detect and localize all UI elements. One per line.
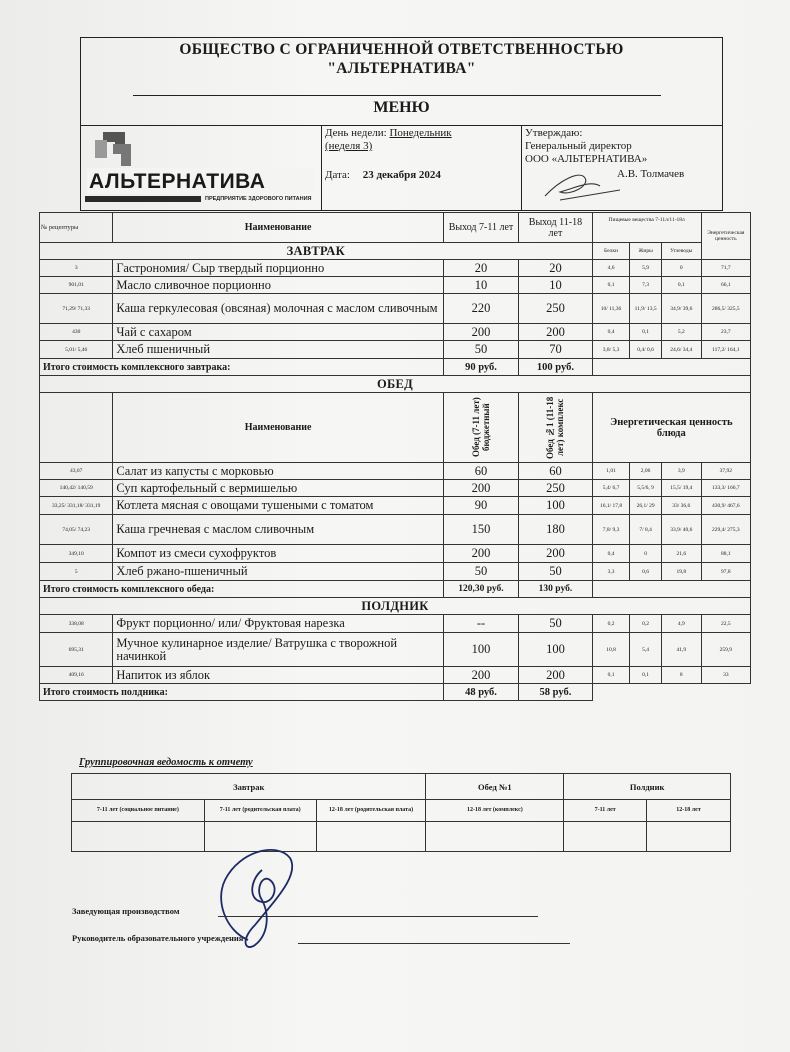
portion-7-11: 200 bbox=[443, 545, 519, 563]
portion-11-18: 60 bbox=[519, 463, 592, 480]
grouping-sub: 7-11 лет (родительская плата) bbox=[204, 800, 316, 822]
snack-total-7-11: 48 руб. bbox=[443, 684, 519, 701]
portion-7-11: 60 bbox=[443, 463, 519, 480]
col-name: Наименование bbox=[113, 213, 443, 243]
portion-7-11: 90 bbox=[443, 497, 519, 515]
section-row bbox=[40, 376, 751, 393]
table-row bbox=[40, 480, 751, 497]
col-out1: Выход 7-11 лет bbox=[443, 213, 519, 243]
energy: 23,7 bbox=[701, 324, 750, 341]
recipe-number: 349,10 bbox=[40, 545, 113, 563]
recipe-number: 5 bbox=[40, 563, 113, 581]
proteins: 0,4 bbox=[592, 324, 630, 341]
breakfast-total-7-11: 90 руб. bbox=[443, 359, 519, 376]
portion-11-18: 50 bbox=[519, 563, 592, 581]
dish-name: Котлета мясная с овощами тушеными с томатом bbox=[113, 497, 443, 515]
dish-name: Салат из капусты с морковью bbox=[113, 463, 443, 480]
grouping-breakfast: Завтрак bbox=[72, 774, 426, 800]
portion-7-11: 200 bbox=[443, 667, 519, 684]
fats: 0 bbox=[630, 545, 661, 563]
proteins: 0,4 bbox=[592, 545, 630, 563]
section-lunch: ОБЕД bbox=[40, 376, 751, 393]
recipe-number: 71,29/ 71,33 bbox=[40, 294, 113, 324]
carbs: 8 bbox=[661, 667, 701, 684]
signature-line bbox=[298, 943, 570, 944]
approve-line3: ООО «АЛЬТЕРНАТИВА» bbox=[525, 153, 648, 165]
dish-name: Компот из смеси сухофруктов bbox=[113, 545, 443, 563]
fats: 0,2 bbox=[630, 615, 661, 633]
section-row bbox=[40, 243, 751, 260]
lunch-col-out2: Обед №1 (11-18 лет) комплекс bbox=[545, 396, 566, 459]
grouping-lunch: Обед №1 bbox=[426, 774, 564, 800]
table-row bbox=[40, 515, 751, 545]
signature-line bbox=[218, 916, 538, 917]
table-header-row bbox=[40, 213, 751, 243]
menu-table bbox=[39, 212, 751, 701]
carbs: 33/ 36,6 bbox=[661, 497, 701, 515]
document-header bbox=[80, 37, 723, 211]
carbs: 33,9/ 40,6 bbox=[661, 515, 701, 545]
lunch-col-out1: Обед (7-11 лет) бюджетный bbox=[470, 397, 491, 458]
header-vsep bbox=[321, 125, 322, 211]
grouping-sub: 12-18 лет (комплекс) bbox=[426, 800, 564, 822]
snack-total-11-18: 58 руб. bbox=[519, 684, 592, 701]
portion-11-18: 200 bbox=[519, 545, 592, 563]
logo-wordmark: АЛЬТЕРНАТИВА bbox=[89, 170, 266, 193]
col-energy: Энергетическая ценность bbox=[701, 213, 750, 260]
proteins: 0,1 bbox=[592, 667, 630, 684]
table-row bbox=[40, 545, 751, 563]
head-signature-label: Руководитель образовательного учреждения bbox=[72, 933, 244, 943]
dish-name: Хлеб пшеничный bbox=[113, 341, 443, 359]
recipe-number: 3 bbox=[40, 260, 113, 277]
portion-7-11: 220 bbox=[443, 294, 519, 324]
energy: 229,4/ 275,3 bbox=[701, 515, 750, 545]
carbs: 19,8 bbox=[661, 563, 701, 581]
dish-name: Гастрономия/ Сыр твердый порционно bbox=[113, 260, 443, 277]
week-value: (неделя 3) bbox=[325, 140, 373, 152]
carbs: 5,2 bbox=[661, 324, 701, 341]
recipe-number: 43,07 bbox=[40, 463, 113, 480]
fats: 7,3 bbox=[630, 277, 661, 294]
grouping-table bbox=[71, 773, 731, 852]
proteins: 3,3 bbox=[592, 563, 630, 581]
fats: 11,9/ 13,5 bbox=[630, 294, 661, 324]
dish-name: Масло сливочное порционно bbox=[113, 277, 443, 294]
grouping-sub: 7-11 лет (социальное питание) bbox=[72, 800, 205, 822]
dish-name: Фрукт порционно/ или/ Фруктовая нарезка bbox=[113, 615, 443, 633]
director-name: А.В. Толмачев bbox=[617, 168, 685, 180]
org-name-line1: ОБЩЕСТВО С ОГРАНИЧЕННОЙ ОТВЕТСТВЕННОСТЬЮ bbox=[179, 41, 624, 58]
grouping-sub: 12-18 лет (родительская плата) bbox=[316, 800, 426, 822]
table-row bbox=[40, 615, 751, 633]
table-row bbox=[40, 341, 751, 359]
total-row bbox=[40, 581, 751, 598]
production-signature-label: Заведующая производством bbox=[72, 906, 180, 916]
energy: 37,92 bbox=[701, 463, 750, 480]
portion-7-11: 200 bbox=[443, 480, 519, 497]
approval-block bbox=[525, 127, 647, 166]
approve-line1: Утверждаю: bbox=[525, 127, 583, 139]
portion-11-18: 20 bbox=[519, 260, 592, 277]
portion-7-11: 200 bbox=[443, 324, 519, 341]
page-title: МЕНЮ bbox=[373, 99, 430, 116]
proteins: 10,8 bbox=[592, 633, 630, 667]
date-label: Дата: bbox=[325, 169, 350, 181]
day-label: День недели: bbox=[325, 127, 387, 139]
carbs: 3,9 bbox=[661, 463, 701, 480]
col-out2: Выход 11-18 лет bbox=[519, 213, 592, 243]
col-recipe: № рецептуры bbox=[40, 213, 113, 243]
energy: 286,5/ 325,5 bbox=[701, 294, 750, 324]
grouping-sub: 7-11 лет bbox=[564, 800, 647, 822]
table-row bbox=[40, 294, 751, 324]
total-row bbox=[40, 359, 751, 376]
energy: 259,9 bbox=[701, 633, 750, 667]
portion-7-11: 50 bbox=[443, 563, 519, 581]
dish-name: Напиток из яблок bbox=[113, 667, 443, 684]
proteins: 1,01 bbox=[592, 463, 630, 480]
table-row bbox=[40, 497, 751, 515]
portion-11-18: 200 bbox=[519, 324, 592, 341]
table-row bbox=[40, 260, 751, 277]
portion-11-18: 100 bbox=[519, 497, 592, 515]
energy: 430,9/ 467,6 bbox=[701, 497, 750, 515]
sub-fats: Жиры bbox=[630, 243, 661, 260]
fats: 26,1/ 29 bbox=[630, 497, 661, 515]
recipe-number: 338,08 bbox=[40, 615, 113, 633]
proteins: 3,8/ 5,3 bbox=[592, 341, 630, 359]
portion-11-18: 50 bbox=[519, 615, 592, 633]
section-breakfast: ЗАВТРАК bbox=[40, 243, 593, 260]
grouping-empty-row bbox=[72, 822, 731, 852]
breakfast-total-label: Итого стоимость комплексного завтрака: bbox=[40, 359, 444, 376]
grouping-snack: Полдник bbox=[564, 774, 731, 800]
dish-name: Каша геркулесовая (овсяная) молочная с маслом сливочным bbox=[113, 294, 443, 324]
date-value: 23 декабря 2024 bbox=[362, 169, 441, 181]
header-rule bbox=[133, 95, 661, 96]
proteins: 0,1 bbox=[592, 277, 630, 294]
date-info bbox=[325, 169, 441, 181]
portion-7-11: 100 bbox=[443, 633, 519, 667]
portion-11-18: 100 bbox=[519, 633, 592, 667]
portion-11-18: 250 bbox=[519, 480, 592, 497]
sub-carbs: Углеводы bbox=[661, 243, 701, 260]
energy: 133,3/ 166,7 bbox=[701, 480, 750, 497]
company-logo bbox=[85, 126, 319, 210]
recipe-number: 901,01 bbox=[40, 277, 113, 294]
recipe-number: 409,16 bbox=[40, 667, 113, 684]
day-value: Понедельник bbox=[389, 127, 452, 139]
fats: 5,9 bbox=[630, 260, 661, 277]
lunch-total-7-11: 120,30 руб. bbox=[443, 581, 519, 598]
proteins: 5,4/ 6,7 bbox=[592, 480, 630, 497]
col-nutrients: Пищевые вещества 7-11л/11-18л bbox=[592, 213, 701, 243]
recipe-number: 695,31 bbox=[40, 633, 113, 667]
energy: 71,7 bbox=[701, 260, 750, 277]
portion-7-11: 150 bbox=[443, 515, 519, 545]
fats: 7/ 8,4 bbox=[630, 515, 661, 545]
approve-line2: Генеральный директор bbox=[525, 140, 632, 152]
recipe-number: 5,01/ 5,46 bbox=[40, 341, 113, 359]
carbs: 0 bbox=[661, 260, 701, 277]
org-name-line2: "АЛЬТЕРНАТИВА" bbox=[327, 60, 476, 77]
dish-name: Чай с сахаром bbox=[113, 324, 443, 341]
grouping-title: Группировочная ведомость к отчету bbox=[79, 757, 253, 768]
breakfast-total-11-18: 100 руб. bbox=[519, 359, 592, 376]
fats: 2,06 bbox=[630, 463, 661, 480]
portion-11-18: 10 bbox=[519, 277, 592, 294]
dish-name: Хлеб ржано-пшеничный bbox=[113, 563, 443, 581]
section-snack: ПОЛДНИК bbox=[40, 598, 751, 615]
carbs: 41,9 bbox=[661, 633, 701, 667]
energy: 88,1 bbox=[701, 545, 750, 563]
fats: 0,1 bbox=[630, 667, 661, 684]
portion-7-11: -- bbox=[443, 615, 519, 633]
day-info bbox=[325, 127, 452, 153]
portion-7-11: 50 bbox=[443, 341, 519, 359]
lunch-total-label: Итого стоимость комплексного обеда: bbox=[40, 581, 444, 598]
table-row bbox=[40, 277, 751, 294]
section-row bbox=[40, 598, 751, 615]
logo-tagline: ПРЕДПРИЯТИЕ ЗДОРОВОГО ПИТАНИЯ bbox=[205, 196, 312, 202]
table-row bbox=[40, 324, 751, 341]
fats: 0,4/ 0,6 bbox=[630, 341, 661, 359]
table-row bbox=[40, 667, 751, 684]
dish-name: Мучное кулинарное изделие/ Ватрушка с творожной начинкой bbox=[113, 633, 443, 667]
proteins: 4,6 bbox=[592, 260, 630, 277]
energy: 117,2/ 164,1 bbox=[701, 341, 750, 359]
total-row bbox=[40, 684, 751, 701]
portion-11-18: 180 bbox=[519, 515, 592, 545]
fats: 5,5/6, 9 bbox=[630, 480, 661, 497]
proteins: 16,1/ 17,8 bbox=[592, 497, 630, 515]
carbs: 15,5/ 19,4 bbox=[661, 480, 701, 497]
logo-icon bbox=[85, 126, 319, 210]
recipe-number: 140,42/ 140,59 bbox=[40, 480, 113, 497]
recipe-number: 74,05/ 74,23 bbox=[40, 515, 113, 545]
fats: 5,4 bbox=[630, 633, 661, 667]
portion-11-18: 200 bbox=[519, 667, 592, 684]
portion-7-11: 20 bbox=[443, 260, 519, 277]
fats: 0,1 bbox=[630, 324, 661, 341]
fats: 0,6 bbox=[630, 563, 661, 581]
table-row bbox=[40, 633, 751, 667]
energy: 33 bbox=[701, 667, 750, 684]
proteins: 10/ 11,36 bbox=[592, 294, 630, 324]
energy: 66,1 bbox=[701, 277, 750, 294]
proteins: 0,2 bbox=[592, 615, 630, 633]
lunch-col-name: Наименование bbox=[113, 393, 443, 463]
sub-proteins: Белки bbox=[592, 243, 630, 260]
grouping-sub: 12-18 лет bbox=[647, 800, 731, 822]
table-row bbox=[40, 463, 751, 480]
carbs: 0,1 bbox=[661, 277, 701, 294]
recipe-number: 430 bbox=[40, 324, 113, 341]
header-vsep bbox=[521, 125, 522, 211]
carbs: 4,9 bbox=[661, 615, 701, 633]
dish-name: Суп картофельный с вермишелью bbox=[113, 480, 443, 497]
energy: 22,5 bbox=[701, 615, 750, 633]
energy: 97,8 bbox=[701, 563, 750, 581]
carbs: 34,9/ 39,6 bbox=[661, 294, 701, 324]
carbs: 24,6/ 34,4 bbox=[661, 341, 701, 359]
lunch-total-11-18: 130 руб. bbox=[519, 581, 592, 598]
recipe-number: 33,25/ 331,18/ 331,19 bbox=[40, 497, 113, 515]
lunch-col-energy: Энергетическая ценность блюда bbox=[592, 393, 750, 463]
carbs: 21,6 bbox=[661, 545, 701, 563]
lunch-header-row bbox=[40, 393, 751, 463]
portion-11-18: 250 bbox=[519, 294, 592, 324]
table-row bbox=[40, 563, 751, 581]
proteins: 7,8/ 9,3 bbox=[592, 515, 630, 545]
portion-7-11: 10 bbox=[443, 277, 519, 294]
dish-name: Каша гречневая с маслом сливочным bbox=[113, 515, 443, 545]
portion-11-18: 70 bbox=[519, 341, 592, 359]
snack-total-label: Итого стоимость полдника: bbox=[40, 684, 444, 701]
